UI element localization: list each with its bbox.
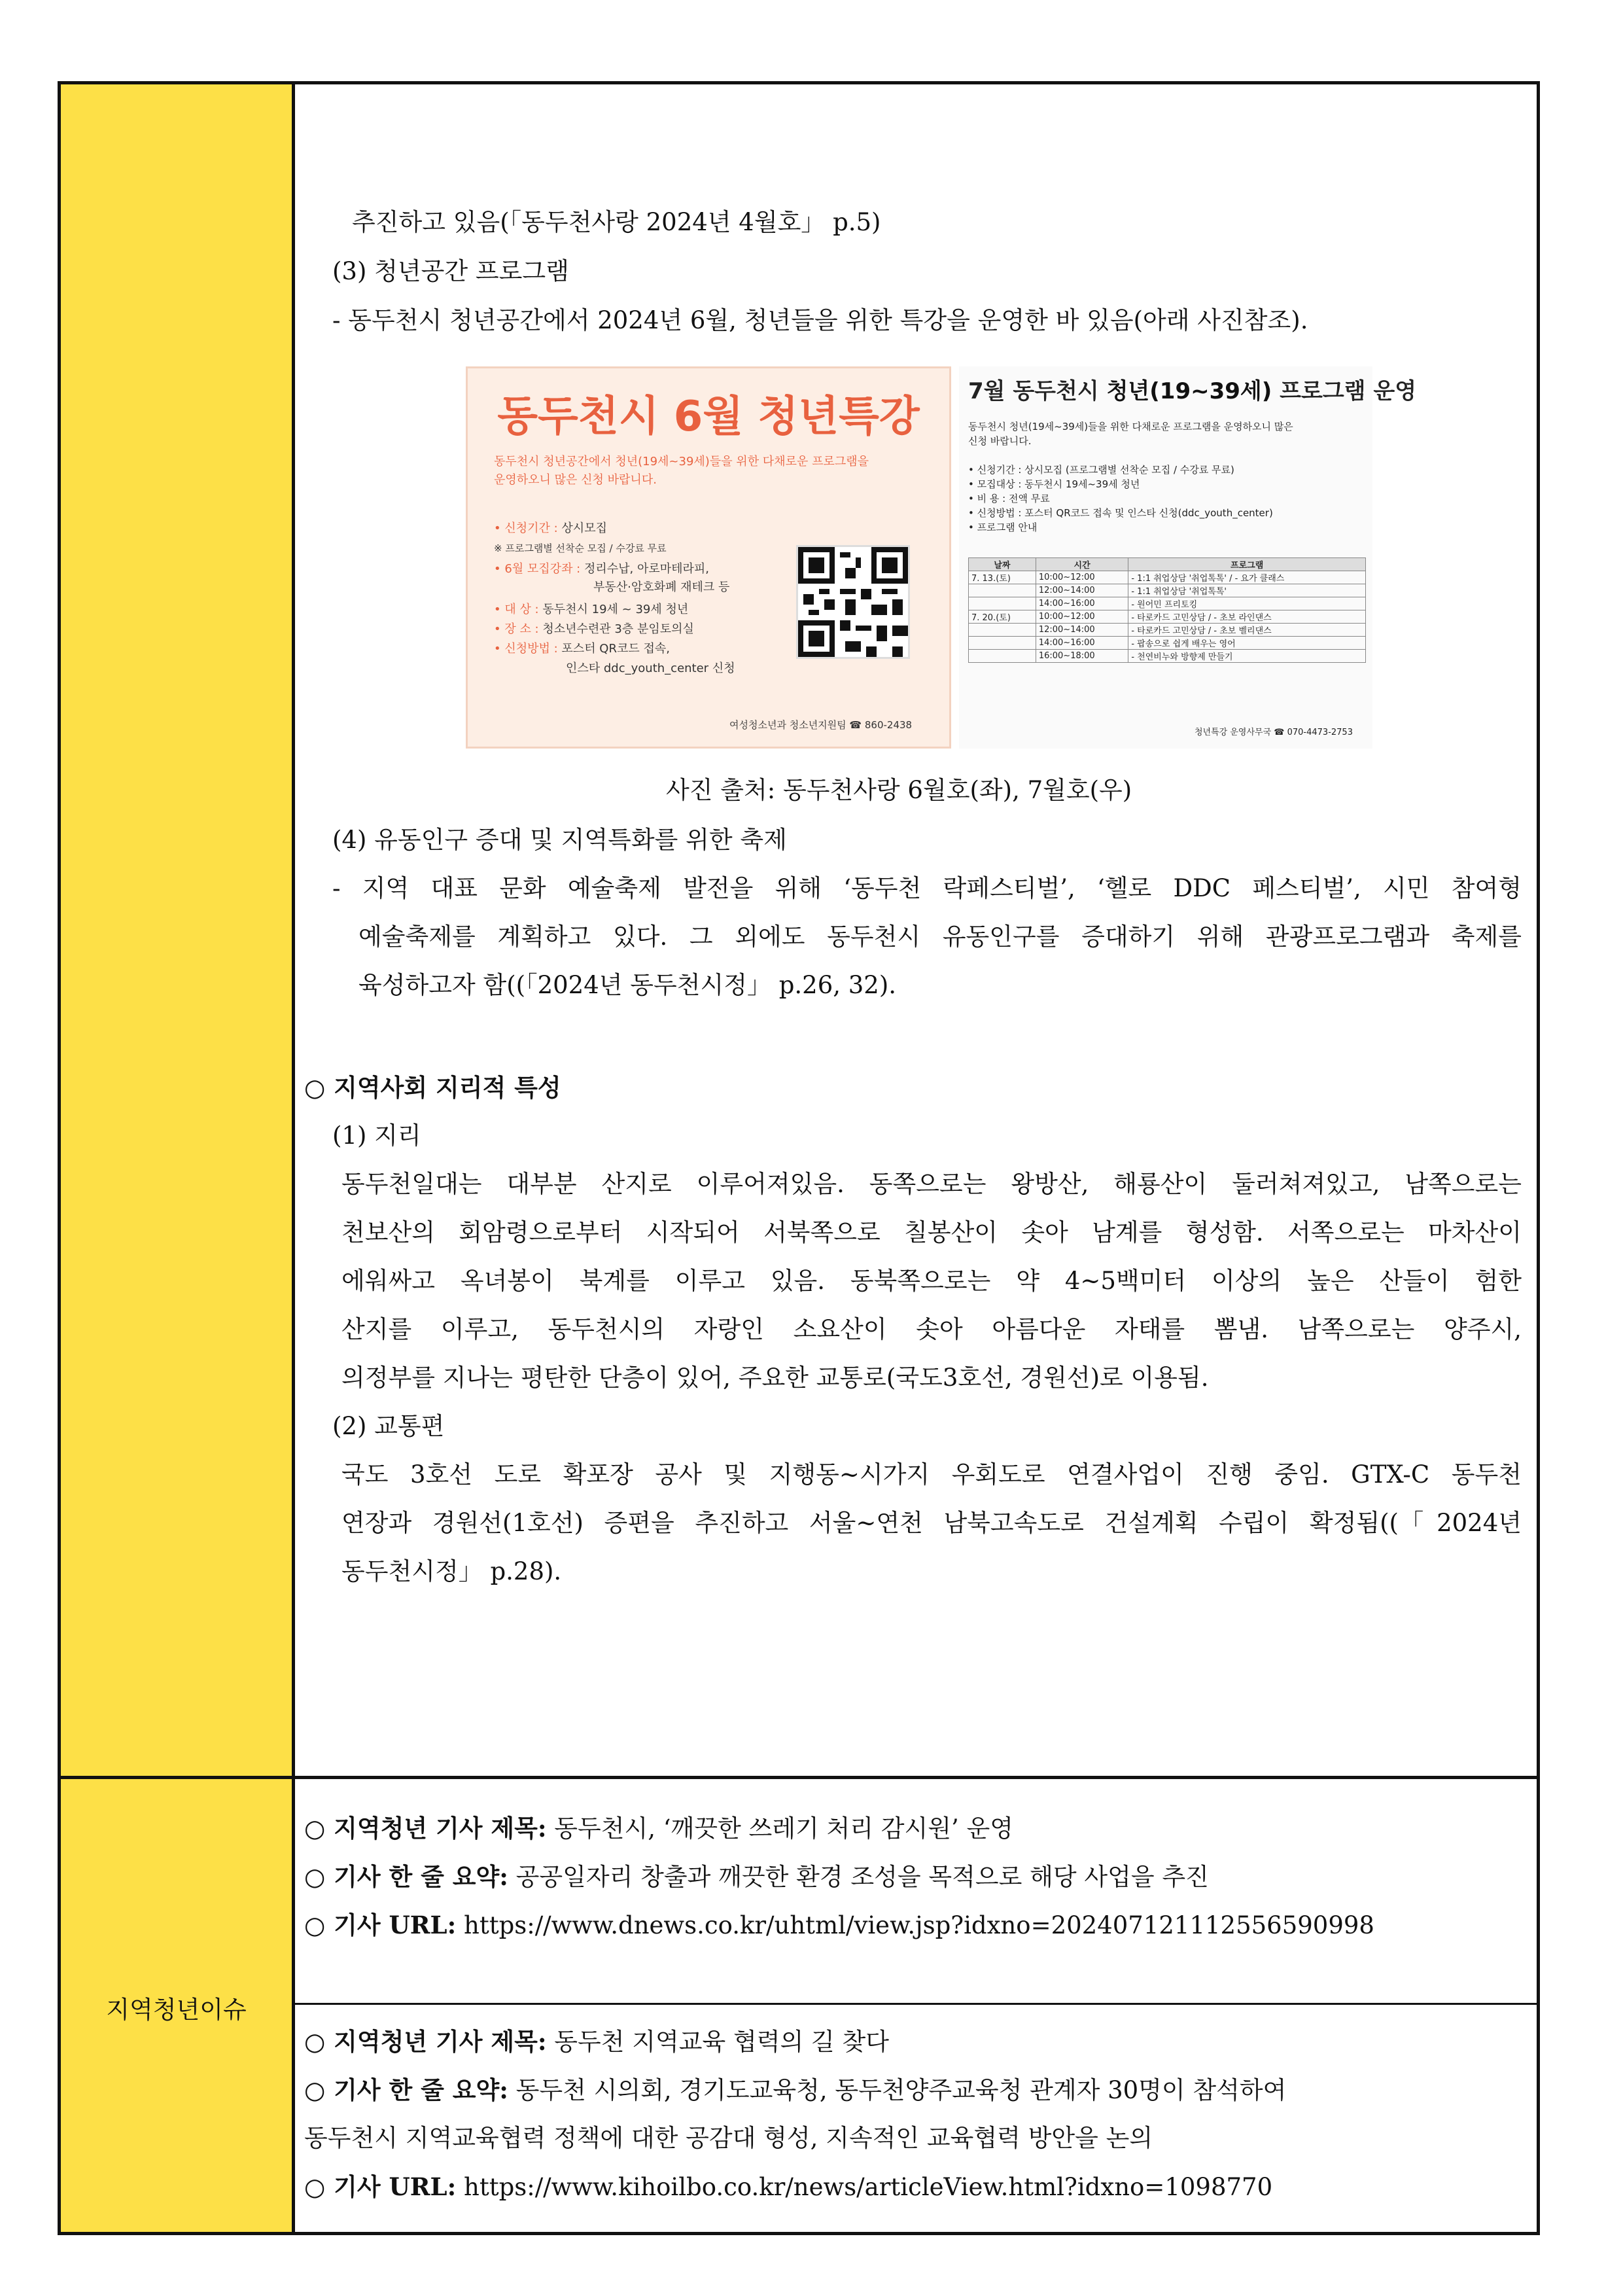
schedule-cell: - 천연비누와 방향제 만들기 bbox=[1128, 650, 1366, 663]
poster-info: • 모집대상 : 동두천시 19세~39세 청년 bbox=[968, 478, 1140, 490]
schedule-cell bbox=[969, 624, 1036, 637]
body-line: 동두천일대는 대부분 산지로 이루어져있음. 동쪽으로는 왕방산, 해룡산이 둘러쳐져있고, 남쪽으로는 bbox=[341, 1170, 1522, 1198]
body-line: 에워싸고 옥녀봉이 북계를 이루고 있음. 동북쪽으로는 약 4~5백미터 이상의 높은 산들이 험한 bbox=[341, 1267, 1522, 1295]
body-line: - 동두천시 청년공간에서 2024년 6월, 청년들을 위한 특강을 운영한 바 있음(아래 사진참조). bbox=[332, 306, 1308, 334]
article-summary-cont: 동두천시 지역교육협력 정책에 대한 공감대 형성, 지속적인 교육협력 방안을 논의 bbox=[304, 2124, 1153, 2152]
poster-label: • 대 상 : bbox=[494, 603, 539, 616]
schedule-cell: - 원어민 프리토킹 bbox=[1128, 597, 1366, 610]
article-title: ○ 지역청년 기사 제목: 동두천시, ‘깨끗한 쓰레기 처리 감시원’ 운영 bbox=[304, 1814, 1013, 1843]
article-url: ○ 기사 URL: https://www.kihoilbo.co.kr/news/articleView.html?idxno=1098770 bbox=[304, 2172, 1273, 2201]
article-link[interactable]: https://www.kihoilbo.co.kr/news/articleView.html?idxno=1098770 bbox=[456, 2173, 1273, 2201]
poster-footer: 청년특강 운영사무국 ☎ 070-4473-2753 bbox=[1195, 728, 1353, 737]
subsection-heading: (3) 청년공간 프로그램 bbox=[332, 257, 569, 285]
article-divider bbox=[295, 2003, 1537, 2005]
schedule-cell: 12:00~14:00 bbox=[1036, 584, 1128, 597]
schedule-header: 프로그램 bbox=[1128, 558, 1366, 571]
poster-value: 부동산·암호화폐 재테크 등 bbox=[593, 580, 730, 594]
schedule-cell: 14:00~16:00 bbox=[1036, 597, 1128, 610]
body-line: 산지를 이루고, 동두천시의 자랑인 소요산이 솟아 아름다운 자태를 뽐냄. 남쪽으로는 양주시, bbox=[341, 1315, 1522, 1343]
subsection-heading: (1) 지리 bbox=[332, 1122, 421, 1150]
qr-code-icon bbox=[796, 545, 910, 659]
body-line: 예술축제를 계획하고 있다. 그 외에도 동두천시 유동인구를 증대하기 위해 관광프로그램과 축제를 bbox=[358, 923, 1522, 951]
poster-info: • 신청방법 : 포스터 QR코드 접속 및 인스타 신청(ddc_youth_center) bbox=[968, 507, 1273, 519]
body-line: 천보산의 회암령으로부터 시작되어 서북쪽으로 칠봉산이 솟아 남계를 형성함. 서쪽으로는 마차산이 bbox=[341, 1218, 1522, 1246]
poster-info: • 신청기간 : 상시모집 (프로그램별 선착순 모집 / 수강료 무료) bbox=[968, 464, 1234, 476]
poster-info: • 프로그램 안내 bbox=[968, 521, 1038, 533]
subsection-heading: (2) 교통편 bbox=[332, 1412, 445, 1440]
schedule-cell: - 타로카드 고민상담 / - 초보 벨리댄스 bbox=[1128, 624, 1366, 637]
poster-label: • 신청방법 : bbox=[494, 642, 558, 656]
schedule-header: 날짜 bbox=[969, 558, 1036, 571]
poster-value: 상시모집 bbox=[561, 521, 607, 535]
poster-footer: 여성청소년과 청소년지원팀 ☎ 860-2438 bbox=[729, 719, 913, 731]
poster-value: 동두천시 19세 ~ 39세 청년 bbox=[542, 603, 689, 616]
poster-june-lecture bbox=[466, 366, 951, 749]
poster-value: 인스타 ddc_youth_center 신청 bbox=[566, 662, 735, 675]
schedule-cell: 7. 20.(토) bbox=[969, 610, 1036, 624]
poster-desc: 동두천시 청년(19세~39세)들을 위한 다채로운 프로그램을 운영하오니 많은 bbox=[968, 421, 1293, 433]
schedule-cell bbox=[969, 637, 1036, 650]
poster-note: ※ 프로그램별 선착순 모집 / 수강료 무료 bbox=[494, 542, 667, 554]
poster-desc: 신청 바랍니다. bbox=[968, 435, 1032, 447]
poster-label: • 장 소 : bbox=[494, 622, 539, 636]
schedule-cell: 12:00~14:00 bbox=[1036, 624, 1128, 637]
body-line: 추진하고 있음(「동두천사랑 2024년 4월호」 p.5) bbox=[352, 208, 881, 236]
section-heading: ○ 지역사회 지리적 특성 bbox=[304, 1073, 561, 1102]
poster-title: 동두천시 6월 청년특강 bbox=[497, 393, 920, 441]
body-line: 연장과 경원선(1호선) 증편을 추진하고 서울~연천 남북고속도로 건설계획 수립이 확정됨((「2024년 bbox=[341, 1509, 1522, 1537]
article-url: ○ 기사 URL: https://www.dnews.co.kr/uhtml/view.jsp?idxno=202407121112556590998 bbox=[304, 1911, 1374, 1939]
poster-july-program bbox=[959, 366, 1417, 749]
poster-desc: 동두천시 청년공간에서 청년(19세~39세)들을 위한 다채로운 프로그램을 bbox=[494, 455, 869, 468]
article-link[interactable]: https://www.dnews.co.kr/uhtml/view.jsp?idxno=202407121112556590998 bbox=[456, 1911, 1374, 1939]
body-line: 국도 3호선 도로 확포장 공사 및 지행동~시가지 우회도로 연결사업이 진행 중임. GTX-C 동두천 bbox=[341, 1460, 1522, 1489]
schedule-cell: 10:00~12:00 bbox=[1036, 610, 1128, 624]
schedule-cell: 16:00~18:00 bbox=[1036, 650, 1128, 663]
poster-desc: 운영하오니 많은 신청 바랍니다. bbox=[494, 473, 657, 487]
subsection-heading: (4) 유동인구 증대 및 지역특화를 위한 축제 bbox=[332, 826, 787, 854]
poster-value: 청소년수련관 3층 분임토의실 bbox=[542, 622, 694, 636]
schedule-cell bbox=[969, 597, 1036, 610]
schedule-table bbox=[968, 557, 1366, 663]
schedule-cell: - 1:1 취업상담 '취업톡톡' bbox=[1128, 584, 1366, 597]
schedule-header: 시간 bbox=[1036, 558, 1128, 571]
schedule-cell: - 1:1 취업상담 '취업톡톡' / - 요가 클래스 bbox=[1128, 571, 1366, 584]
row-divider bbox=[61, 1776, 1537, 1779]
poster-label: • 신청기간 : bbox=[494, 521, 558, 535]
schedule-cell: 14:00~16:00 bbox=[1036, 637, 1128, 650]
label-column bbox=[61, 84, 295, 2232]
poster-value: 포스터 QR코드 접속, bbox=[561, 642, 670, 656]
schedule-cell: 10:00~12:00 bbox=[1036, 571, 1128, 584]
poster-info: • 비 용 : 전액 무료 bbox=[968, 493, 1050, 504]
schedule-cell: - 타로카드 고민상담 / - 초보 라인댄스 bbox=[1128, 610, 1366, 624]
body-line: - 지역 대표 문화 예술축제 발전을 위해 ‘동두천 락페스티벌’, ‘헬로 DDC 페스티벌’, 시민 참여형 bbox=[332, 874, 1522, 902]
schedule-cell bbox=[969, 650, 1036, 663]
article-summary: ○ 기사 한 줄 요약: 동두천 시의회, 경기도교육청, 동두천양주교육청 관계자 30명이 참석하여 bbox=[304, 2075, 1287, 2104]
body-line: 동두천시정」 p.28). bbox=[341, 1557, 562, 1585]
poster-label: • 6월 모집강좌 : bbox=[494, 562, 581, 576]
poster-title: 7월 동두천시 청년(19~39세) 프로그램 운영 bbox=[968, 378, 1417, 404]
article-title: ○ 지역청년 기사 제목: 동두천 지역교육 협력의 길 찾다 bbox=[304, 2027, 889, 2056]
body-line: 육성하고자 함((「2024년 동두천시정」 p.26, 32). bbox=[358, 971, 897, 999]
photo-caption: 사진 출처: 동두천사랑 6월호(좌), 7월호(우) bbox=[666, 776, 1132, 804]
schedule-cell: 7. 13.(토) bbox=[969, 571, 1036, 584]
schedule-cell bbox=[969, 584, 1036, 597]
issue-section-label: 지역청년이슈 bbox=[106, 1996, 247, 2024]
poster-value: 정리수납, 아로마테라피, bbox=[584, 562, 710, 576]
article-summary: ○ 기사 한 줄 요약: 공공일자리 창출과 깨끗한 환경 조성을 목적으로 해당 사업을 추진 bbox=[304, 1862, 1209, 1891]
body-line: 의정부를 지나는 평탄한 단층이 있어, 주요한 교통로(국도3호선, 경원선)로 이용됨. bbox=[341, 1364, 1209, 1392]
schedule-cell: - 팝송으로 쉽게 배우는 영어 bbox=[1128, 637, 1366, 650]
